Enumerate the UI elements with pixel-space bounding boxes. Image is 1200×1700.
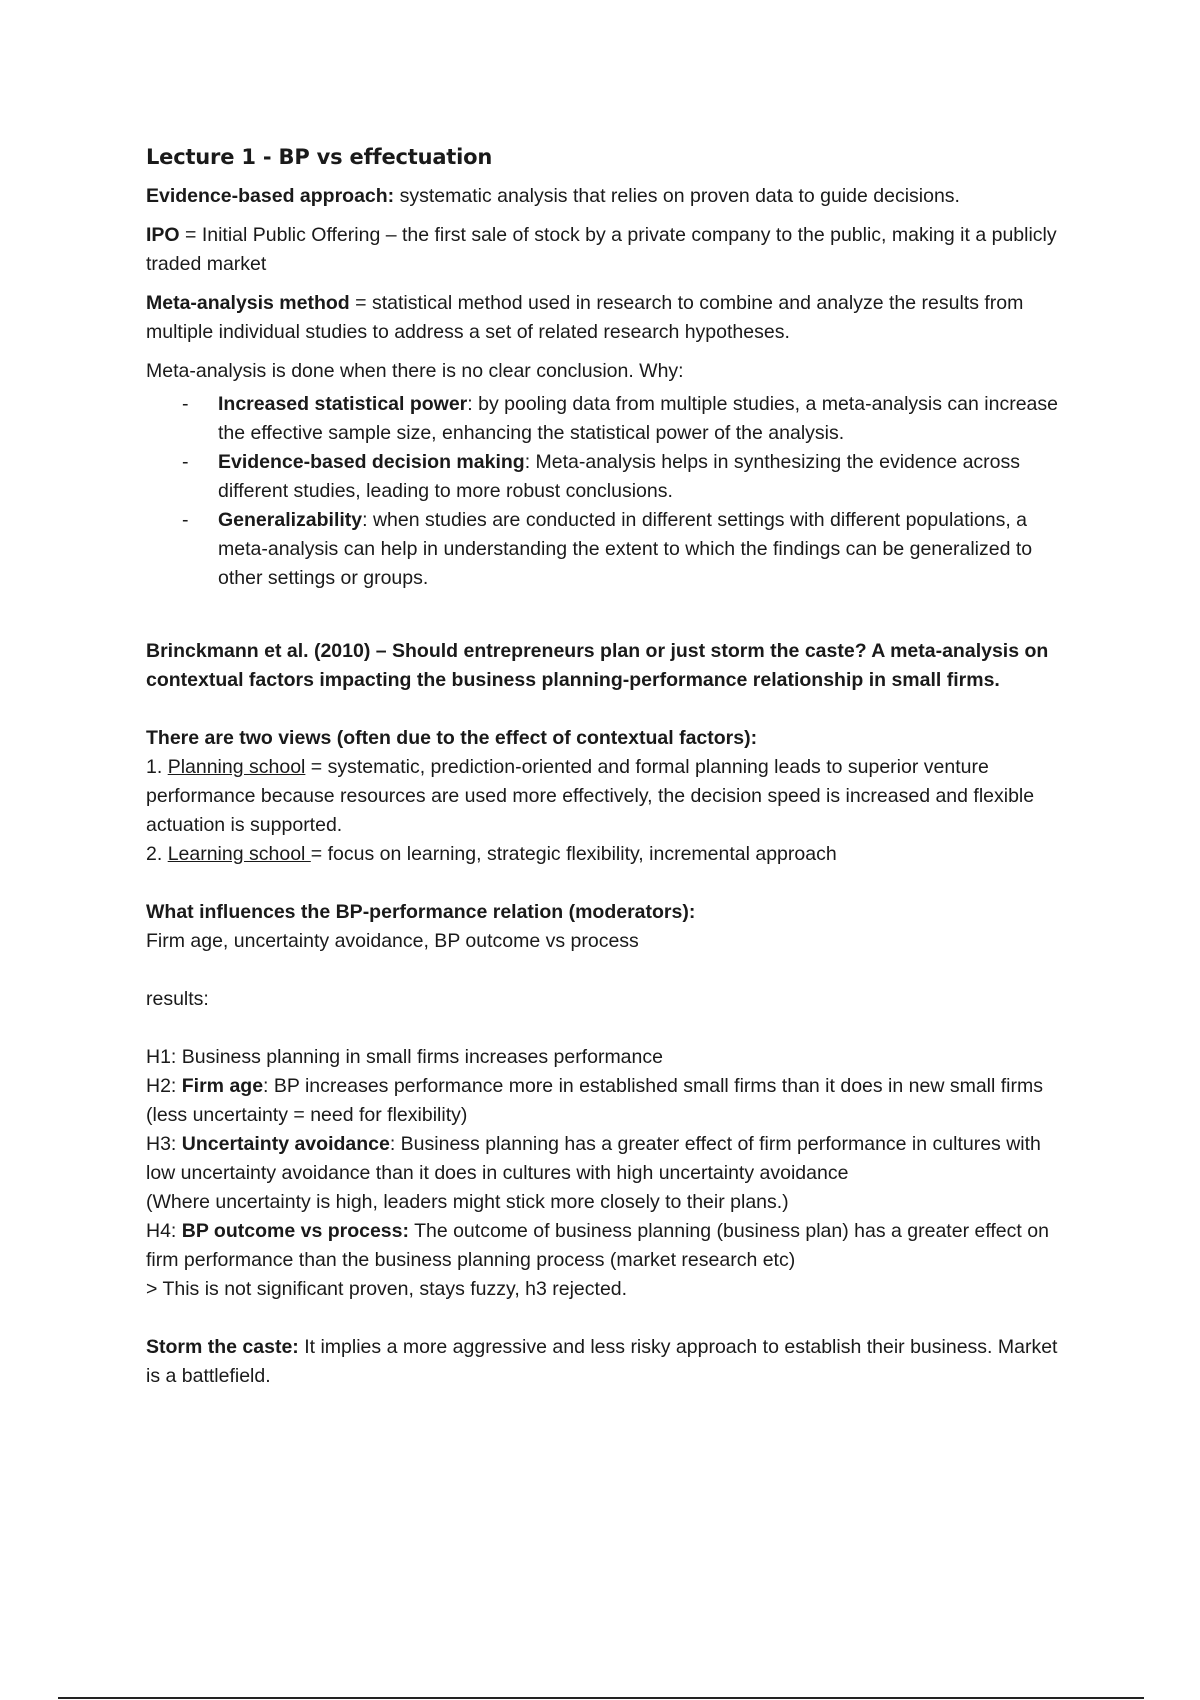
- hypothesis-4: [146, 1217, 1066, 1275]
- storm-text: It implies a more aggressive and less risky approach to establish their business. Market is a battlefield.: [146, 1336, 1058, 1387]
- ipo-term: IPO: [146, 224, 180, 246]
- hypothesis-3: [146, 1130, 1066, 1188]
- h3-prefix: H3:: [146, 1133, 182, 1155]
- learning-term: Learning school: [167, 843, 311, 865]
- planning-number: 1.: [146, 756, 168, 778]
- meta-intro: Meta-analysis is done when there is no clear conclusion. Why:: [146, 360, 684, 382]
- moderators-text: Firm age, uncertainty avoidance, BP outcome vs process: [146, 930, 639, 952]
- h2-text: : BP increases performance more in established small firms than it does in new small firms (less uncertainty = need for flexibility): [146, 1075, 1043, 1126]
- planning-term: Planning school: [167, 756, 306, 778]
- moderators-section: [146, 898, 1066, 956]
- document-page: [146, 142, 1066, 1401]
- meta-method-definition: [146, 289, 1066, 347]
- ipo-text: = Initial Public Offering – the first sale of stock by a private company to the public, making it a publicly traded market: [146, 224, 1057, 275]
- h3-term: Uncertainty avoidance: [181, 1133, 390, 1155]
- evidence-term: Evidence-based approach:: [146, 185, 395, 207]
- reason-term: Evidence-based decision making: [218, 451, 525, 473]
- hypotheses-section: [146, 1043, 1066, 1304]
- list-item: [146, 448, 1066, 506]
- reason-text: : by pooling data from multiple studies, a meta-analysis can increase the effective sample size, enhancing the statistical power of the analysis.: [218, 393, 1058, 444]
- paper-heading: Brinckmann et al. (2010) – Should entrepreneurs plan or just storm the caste? A meta-analysis on contextual factors impacting the business planning-performance relationship in small firms.: [146, 640, 1049, 691]
- list-item: [146, 390, 1066, 448]
- learning-number: 2.: [146, 843, 168, 865]
- storm-definition: [146, 1333, 1066, 1391]
- views-section: [146, 724, 1066, 869]
- learning-text: = focus on learning, strategic flexibility, incremental approach: [310, 843, 837, 865]
- h4-term: BP outcome vs process:: [181, 1220, 409, 1242]
- results-label: results:: [146, 988, 209, 1010]
- page-bottom-rule: [58, 1697, 1144, 1699]
- learning-school: [146, 840, 1066, 869]
- ipo-definition: [146, 221, 1066, 279]
- hypothesis-2: [146, 1072, 1066, 1130]
- page-title: Lecture 1 - BP vs effectuation: [146, 145, 493, 169]
- h4-text: The outcome of business planning (business plan) has a greater effect on firm performance than the business planning process (market research etc): [146, 1220, 1049, 1271]
- storm-term: Storm the caste:: [146, 1336, 299, 1358]
- h2-prefix: H2:: [146, 1075, 182, 1097]
- list-item: [146, 506, 1066, 593]
- views-heading: There are two views (often due to the effect of contextual factors):: [146, 727, 758, 749]
- reason-text: : Meta-analysis helps in synthesizing the evidence across different studies, leading to more robust conclusions.: [218, 451, 1021, 502]
- meta-method-text: = statistical method used in research to combine and analyze the results from multiple individual studies to address a set of related research hypotheses.: [146, 292, 1024, 343]
- meta-method-term: Meta-analysis method: [146, 292, 350, 314]
- planning-text: = systematic, prediction-oriented and formal planning leads to superior venture performance because resources are used more effectively, the decision speed is increased and flexible actuation is supported.: [146, 756, 1035, 836]
- reason-term: Increased statistical power: [218, 393, 468, 415]
- h3-text: : Business planning has a greater effect of firm performance in cultures with low uncertainty avoidance than it does in cultures with high uncertainty avoidance: [146, 1133, 1041, 1184]
- reason-text: : when studies are conducted in different settings with different populations, a meta-analysis can help in understanding the extent to which the findings can be generalized to other settings or groups.: [218, 509, 1033, 589]
- planning-school: [146, 753, 1066, 840]
- moderators-heading: What influences the BP-performance relation (moderators):: [146, 901, 696, 923]
- reasons-list: [146, 390, 1066, 593]
- hypothesis-1: H1: Business planning in small firms increases performance: [146, 1046, 663, 1068]
- reason-term: Generalizability: [218, 509, 363, 531]
- h2-term: Firm age: [181, 1075, 264, 1097]
- evidence-definition: [146, 182, 1066, 211]
- evidence-text: systematic analysis that relies on proven data to guide decisions.: [394, 185, 960, 207]
- h3-note: (Where uncertainty is high, leaders might stick more closely to their plans.): [146, 1191, 789, 1213]
- h4-note: > This is not significant proven, stays fuzzy, h3 rejected.: [146, 1278, 628, 1300]
- h4-prefix: H4:: [146, 1220, 182, 1242]
